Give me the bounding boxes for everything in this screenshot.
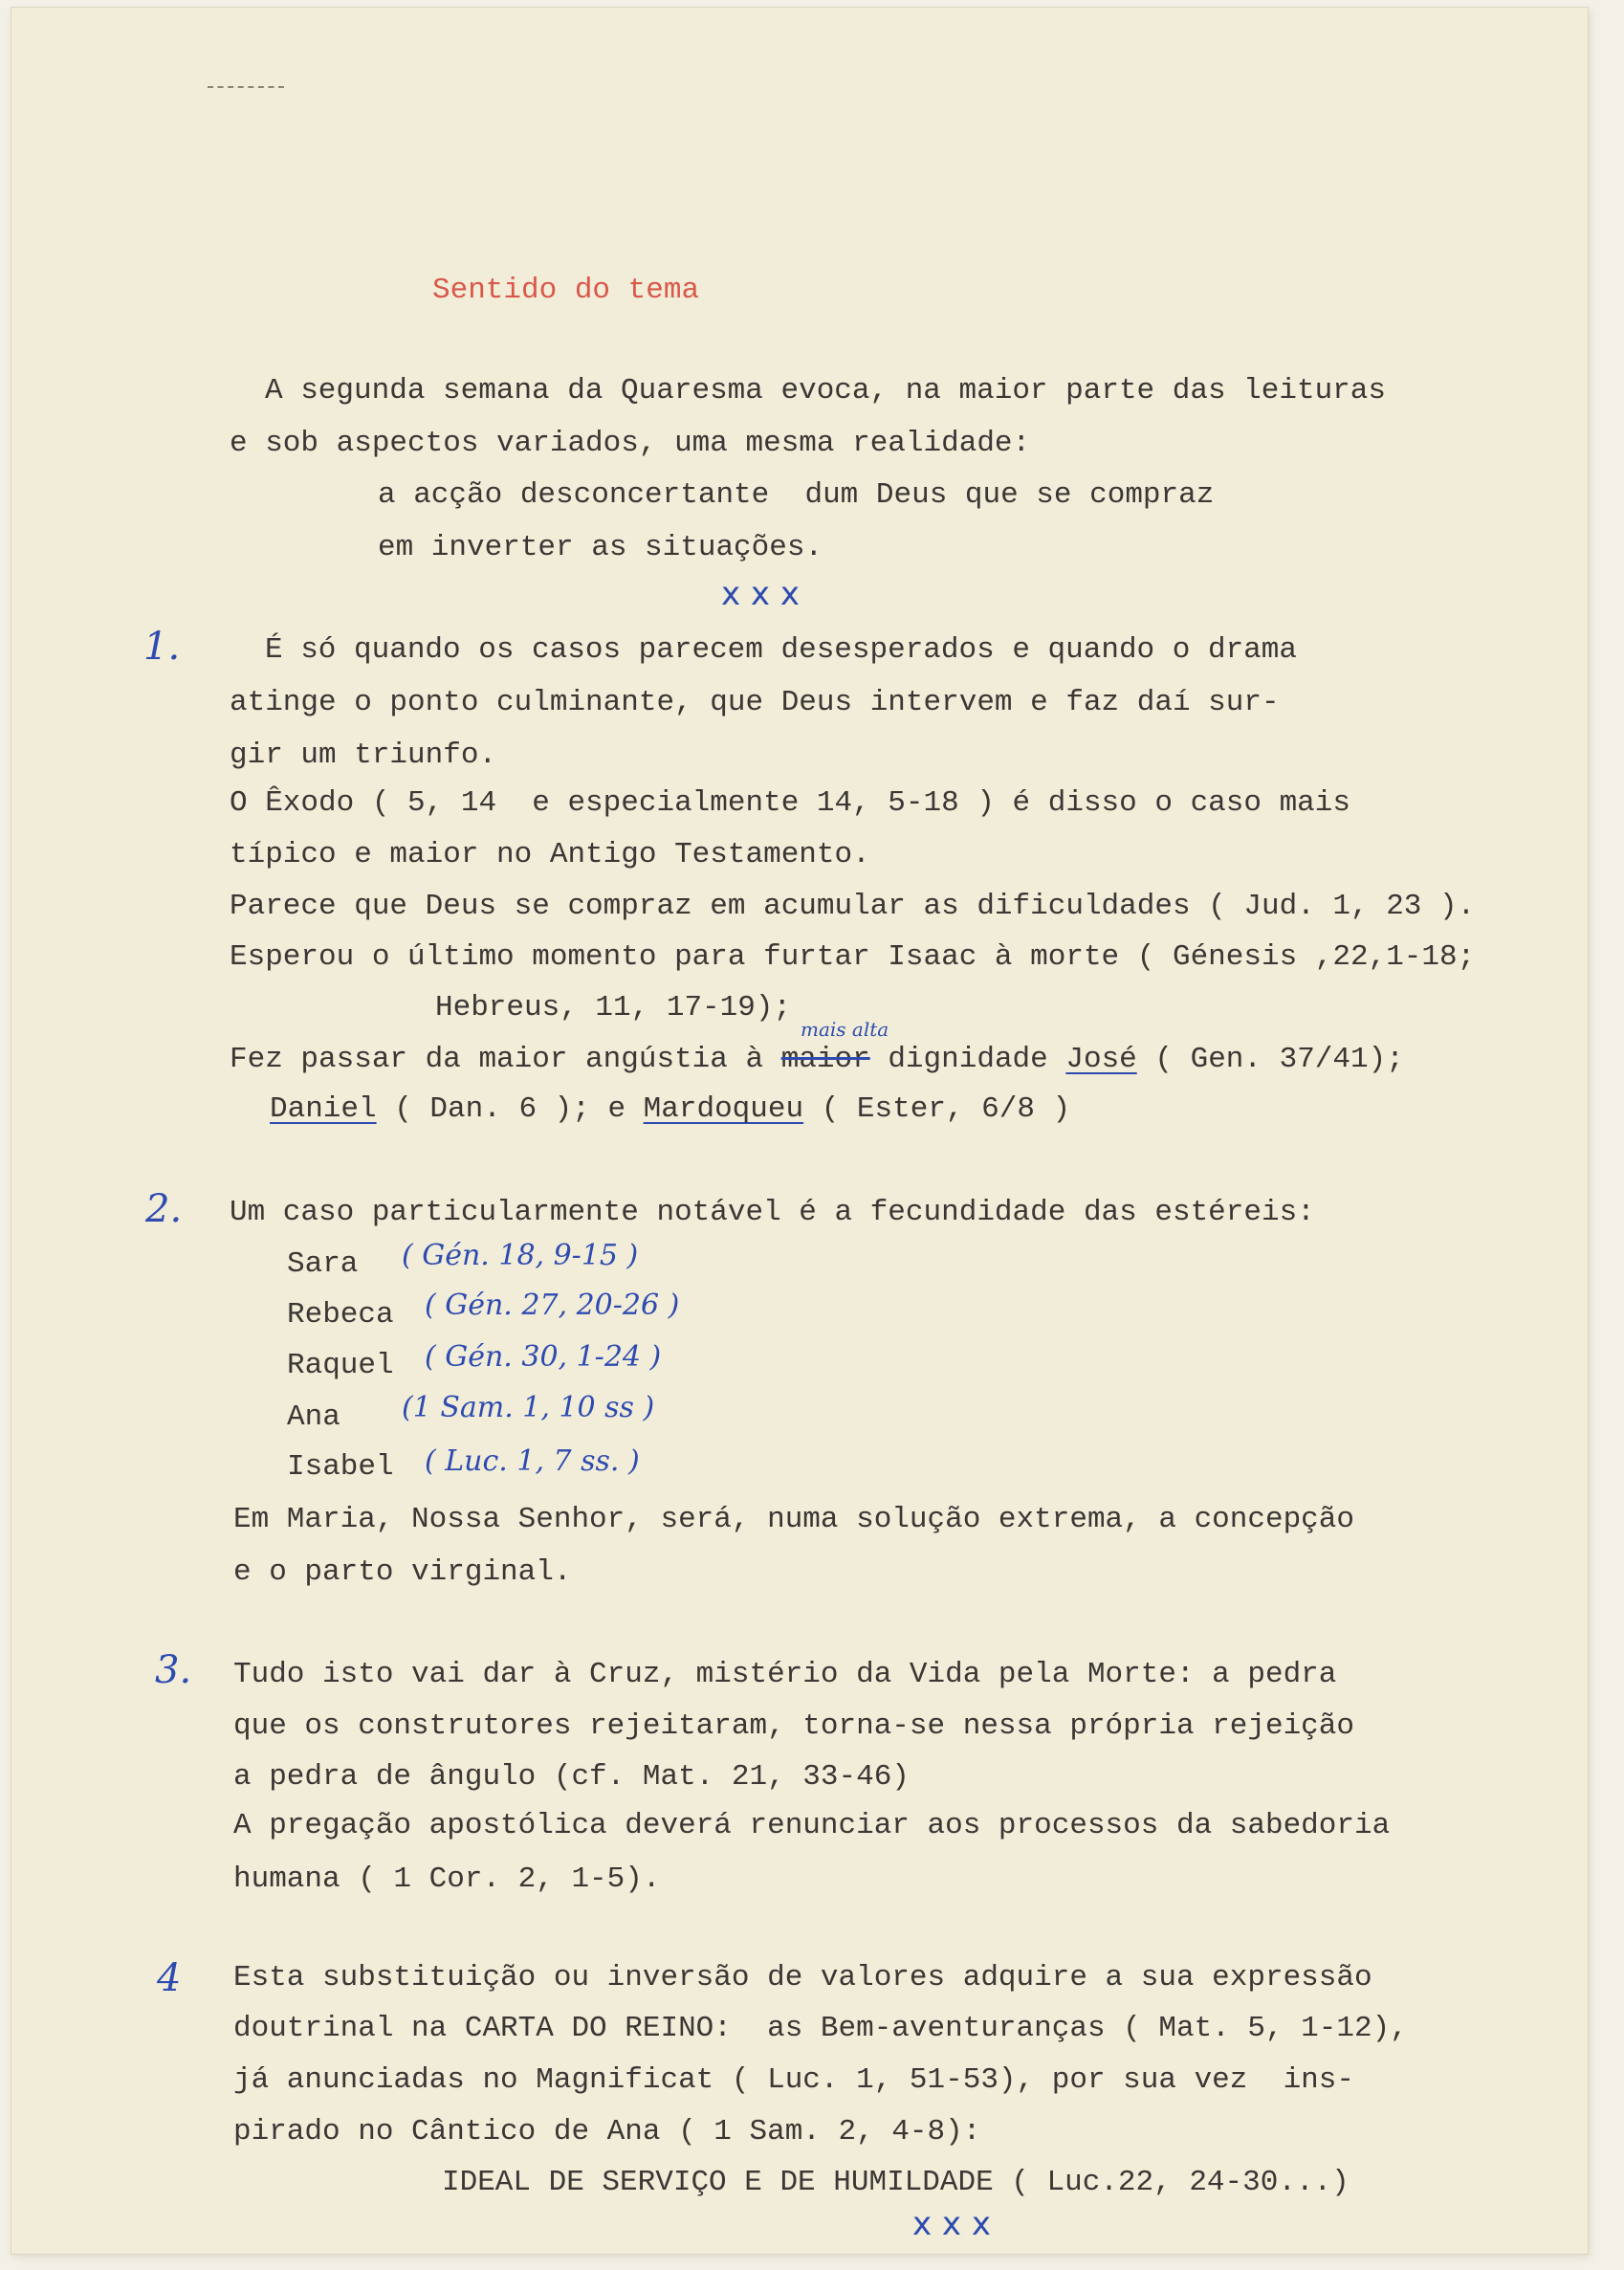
section-4-line: pirado no Cântico de Ana ( 1 Sam. 2, 4-8): [233, 2115, 981, 2149]
section-1-line: É só quando os casos parecem desesperados e quando o drama [265, 633, 1297, 667]
woman-name: Ana [287, 1400, 340, 1434]
woman-name: Raquel [287, 1349, 394, 1382]
underlined-name: José [1065, 1043, 1137, 1076]
section-3-line: Tudo isto vai dar à Cruz, mistério da Vida pela Morte: a pedra [233, 1658, 1337, 1691]
section-2-line: Em Maria, Nossa Senhor, será, numa solução extrema, a concepção [233, 1503, 1354, 1536]
section-1-line: O Êxodo ( 5, 14 e especialmente 14, 5-18 ) é disso o caso mais [230, 786, 1350, 820]
intro-line: e sob aspectos variados, uma mesma realidade: [230, 427, 1031, 460]
separator-crosses: x x x [912, 2205, 991, 2243]
section-1-line: Parece que Deus se compraz em acumular as dificuldades ( Jud. 1, 23 ). [230, 890, 1476, 923]
section-1-line-10: Daniel ( Dan. 6 ); e Mardoqueu ( Ester, 6/8 ) [270, 1092, 1071, 1126]
underlined-name: Daniel [270, 1092, 377, 1126]
section-1-line: típico e maior no Antigo Testamento. [230, 838, 870, 871]
handwritten-reference: ( Gén. 27, 20-26 ) [425, 1289, 680, 1322]
separator-crosses: x x x [721, 575, 800, 613]
handwritten-reference: ( Gén. 30, 1-24 ) [425, 1340, 662, 1374]
section-1-line: Hebreus, 11, 17-19); [435, 991, 792, 1025]
intro-line: em inverter as situações. [378, 531, 823, 564]
section-4-line: Esta substituição ou inversão de valores adquire a sua expressão [233, 1961, 1372, 1995]
page-title: Sentido do tema [432, 274, 700, 307]
struck-word: maior [780, 1043, 870, 1076]
document-page [11, 8, 1588, 2254]
handwritten-reference: ( Gén. 18, 9-15 ) [402, 1239, 639, 1272]
section-2-line: e o parto virginal. [233, 1555, 572, 1589]
section-1-line-9: Fez passar da maior angústia à maior dignidade José ( Gen. 37/41); [230, 1043, 1404, 1076]
intro-line: a acção desconcertante dum Deus que se compraz [378, 478, 1215, 512]
section-number-2: 2. [145, 1187, 183, 1231]
section-1-line: atinge o ponto culminante, que Deus intervem e faz daí sur- [230, 686, 1280, 719]
section-2-line: Um caso particularmente notável é a fecundidade das estéreis: [230, 1196, 1315, 1229]
section-1-line: gir um triunfo. [230, 738, 497, 772]
section-3-line: que os construtores rejeitaram, torna-se nessa própria rejeição [233, 1709, 1354, 1743]
woman-name: Sara [287, 1247, 359, 1281]
section-number-4: 4 [157, 1956, 182, 2000]
intro-line: A segunda semana da Quaresma evoca, na maior parte das leituras [265, 374, 1386, 408]
woman-name: Rebeca [287, 1298, 394, 1332]
section-4-line: doutrinal na CARTA DO REINO: as Bem-aventuranças ( Mat. 5, 1-12), [233, 2012, 1408, 2045]
handwritten-insertion: mais alta [801, 1018, 889, 1041]
pencil-mark [208, 86, 284, 92]
section-number-1: 1. [143, 625, 181, 669]
underlined-name: Mardoqueu [643, 1092, 804, 1126]
handwritten-reference: ( Luc. 1, 7 ss. ) [425, 1444, 640, 1478]
woman-name: Isabel [287, 1450, 394, 1484]
section-4-line: já anunciadas no Magnificat ( Luc. 1, 51-53), por sua vez ins- [233, 2063, 1354, 2097]
section-3-line: humana ( 1 Cor. 2, 1-5). [233, 1862, 661, 1896]
section-1-line: Esperou o último momento para furtar Isaac à morte ( Génesis ,22,1-18; [230, 940, 1476, 974]
section-3-line: a pedra de ângulo (cf. Mat. 21, 33-46) [233, 1760, 910, 1794]
section-number-3: 3. [155, 1648, 192, 1692]
handwritten-reference: (1 Sam. 1, 10 ss ) [402, 1391, 655, 1424]
section-4-line: IDEAL DE SERVIÇO E DE HUMILDADE ( Luc.22, 24-30...) [442, 2166, 1350, 2199]
section-3-line: A pregação apostólica deverá renunciar aos processos da sabedoria [233, 1809, 1391, 1842]
